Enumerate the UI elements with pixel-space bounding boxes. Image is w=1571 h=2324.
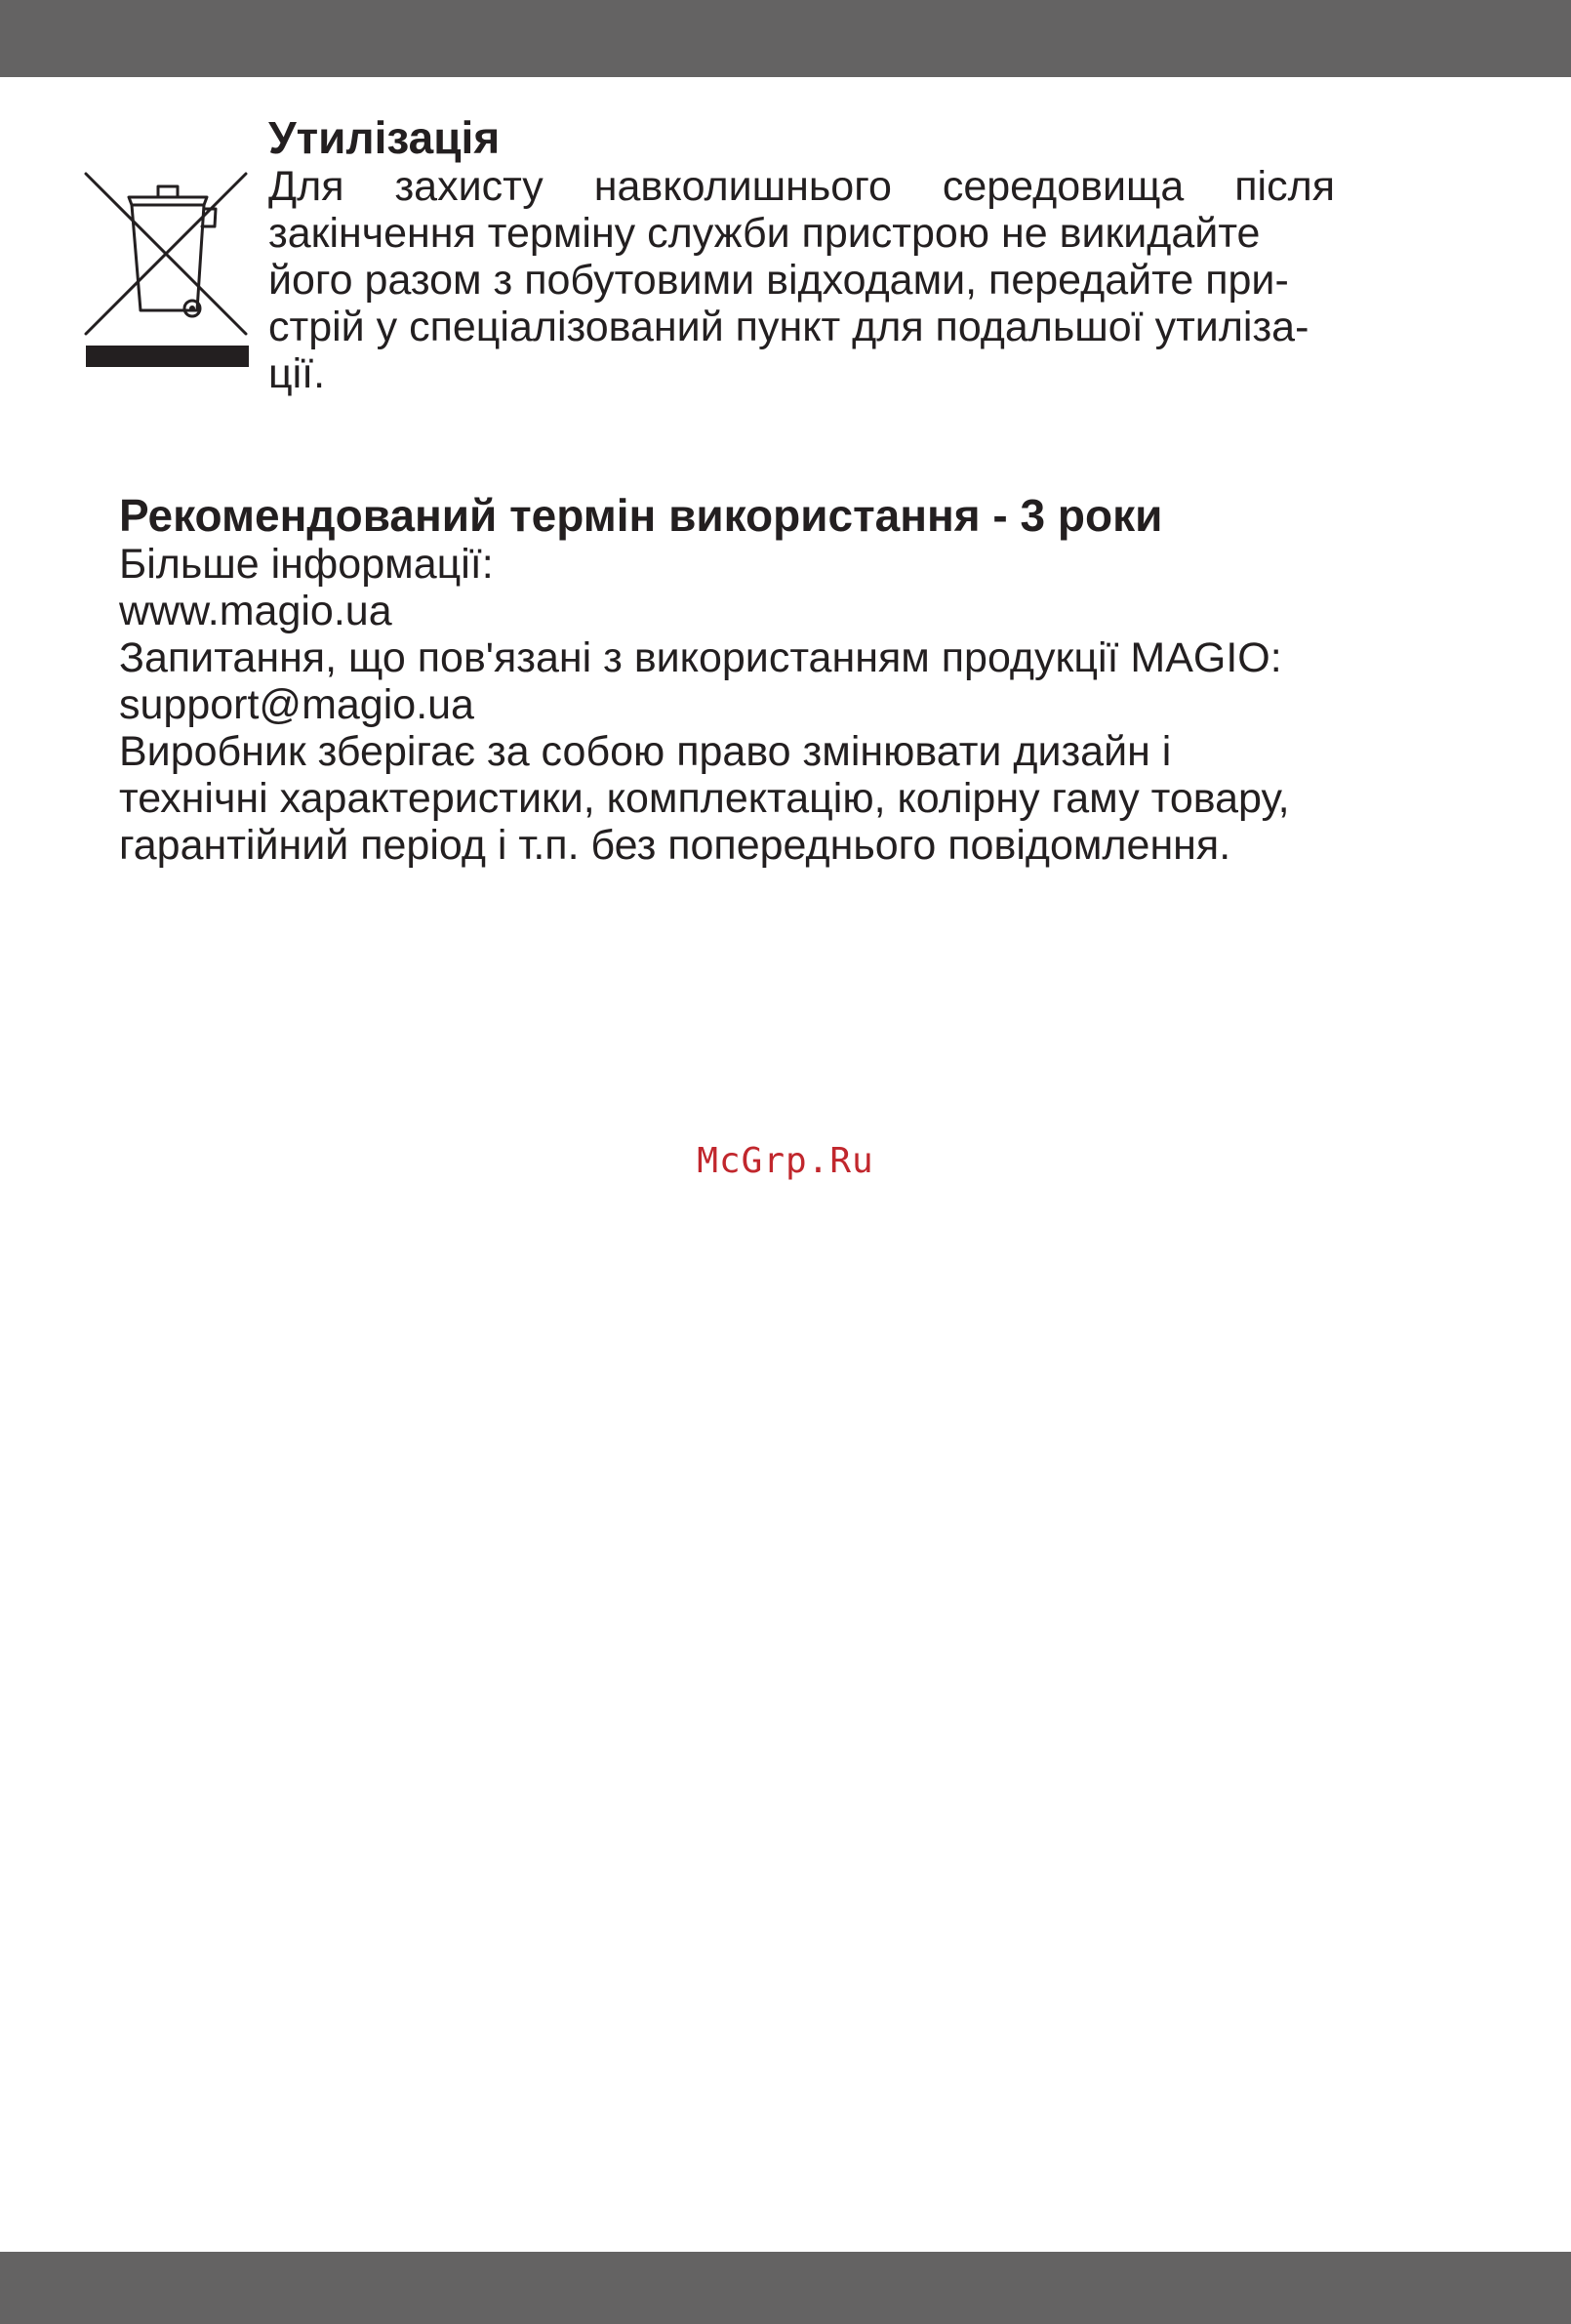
disposal-line: закінчення терміну служби пристрою не викидайте (268, 210, 1261, 257)
watermark: McGrp.Ru (697, 1141, 874, 1181)
support-email-text: support@magio.ua (119, 681, 474, 728)
disposal-line: стрій у спеціалізований пункт для подальшої утиліза- (268, 304, 1309, 350)
disclaimer-line: Виробник зберігає за собою право змінювати дизайн і (119, 728, 1172, 775)
top-bar (0, 0, 1571, 77)
disclaimer-line: гарантійний період і т.п. без попереднього повідомлення. (119, 822, 1231, 869)
service-life-title: Рекомендований термін використання - 3 роки (119, 490, 1163, 541)
info-section (119, 491, 1485, 869)
website-text: www.magio.ua (119, 588, 392, 634)
info-text (119, 541, 1485, 869)
disclaimer-line: технічні характеристики, комплектацію, колірну гаму товару, (119, 775, 1290, 822)
disposal-text (268, 163, 1439, 397)
disposal-section (268, 113, 1439, 397)
disposal-line: його разом з побутовими відходами, передайте при- (268, 257, 1289, 304)
disposal-line: Для захисту навколишнього середовища після (268, 163, 1335, 210)
disposal-line: ції. (268, 350, 326, 397)
bottom-bar (0, 2252, 1571, 2324)
disposal-title: Утилізація (268, 112, 501, 163)
questions-label: Запитання, що пов'язані з використанням продукції MAGIO: (119, 634, 1282, 681)
crossed-out-wheelie-bin-icon (82, 170, 253, 369)
more-info-label: Більше інформації: (119, 541, 494, 588)
